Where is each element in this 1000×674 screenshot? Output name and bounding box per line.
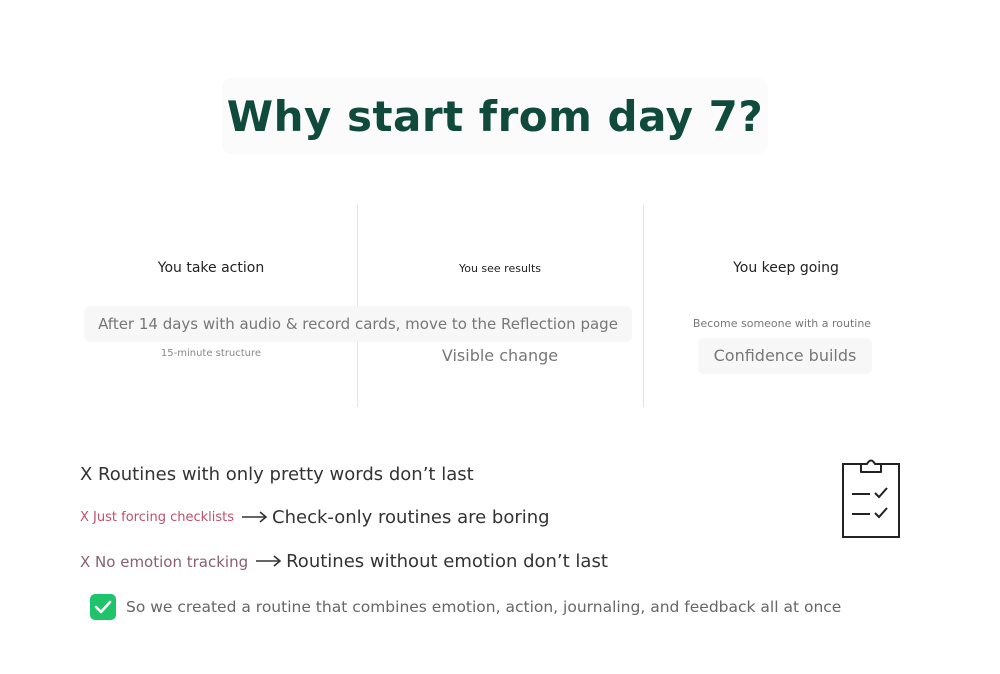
clipboard-check-icon [840, 458, 902, 544]
column-sub-confidence: Confidence builds [698, 338, 872, 374]
column-heading-keep-going: You keep going [733, 260, 839, 276]
problem-effect: Routines without emotion don’t last [286, 551, 608, 572]
long-arrow-right-icon [242, 508, 268, 527]
long-arrow-right-icon [256, 552, 282, 571]
column-divider [643, 205, 644, 407]
green-checkmark-icon [90, 594, 116, 620]
column-heading-take-action: You take action [157, 260, 265, 276]
page-title: Why start from day 7? [226, 92, 764, 141]
problem-headline: X Routines with only pretty words don’t last [80, 464, 474, 485]
problem-row-emotion [80, 551, 608, 572]
problem-cause: X Just forcing checklists [80, 510, 235, 525]
column-note-routine: Become someone with a routine [692, 317, 872, 330]
solution-text: So we created a routine that combines emotion, action, journaling, and feedback all at once [126, 598, 842, 616]
column-heading-see-results: You see results [458, 262, 542, 275]
column-note-reflection: After 14 days with audio & record cards, move to the Reflection page [84, 306, 632, 342]
problem-effect: Check-only routines are boring [272, 507, 550, 528]
column-sub-structure: 15-minute structure [160, 348, 262, 359]
solution-row [90, 594, 841, 620]
problem-cause: X No emotion tracking [80, 552, 249, 571]
problem-row-checklists [80, 507, 550, 528]
column-sub-visible-change: Visible change [441, 346, 559, 365]
